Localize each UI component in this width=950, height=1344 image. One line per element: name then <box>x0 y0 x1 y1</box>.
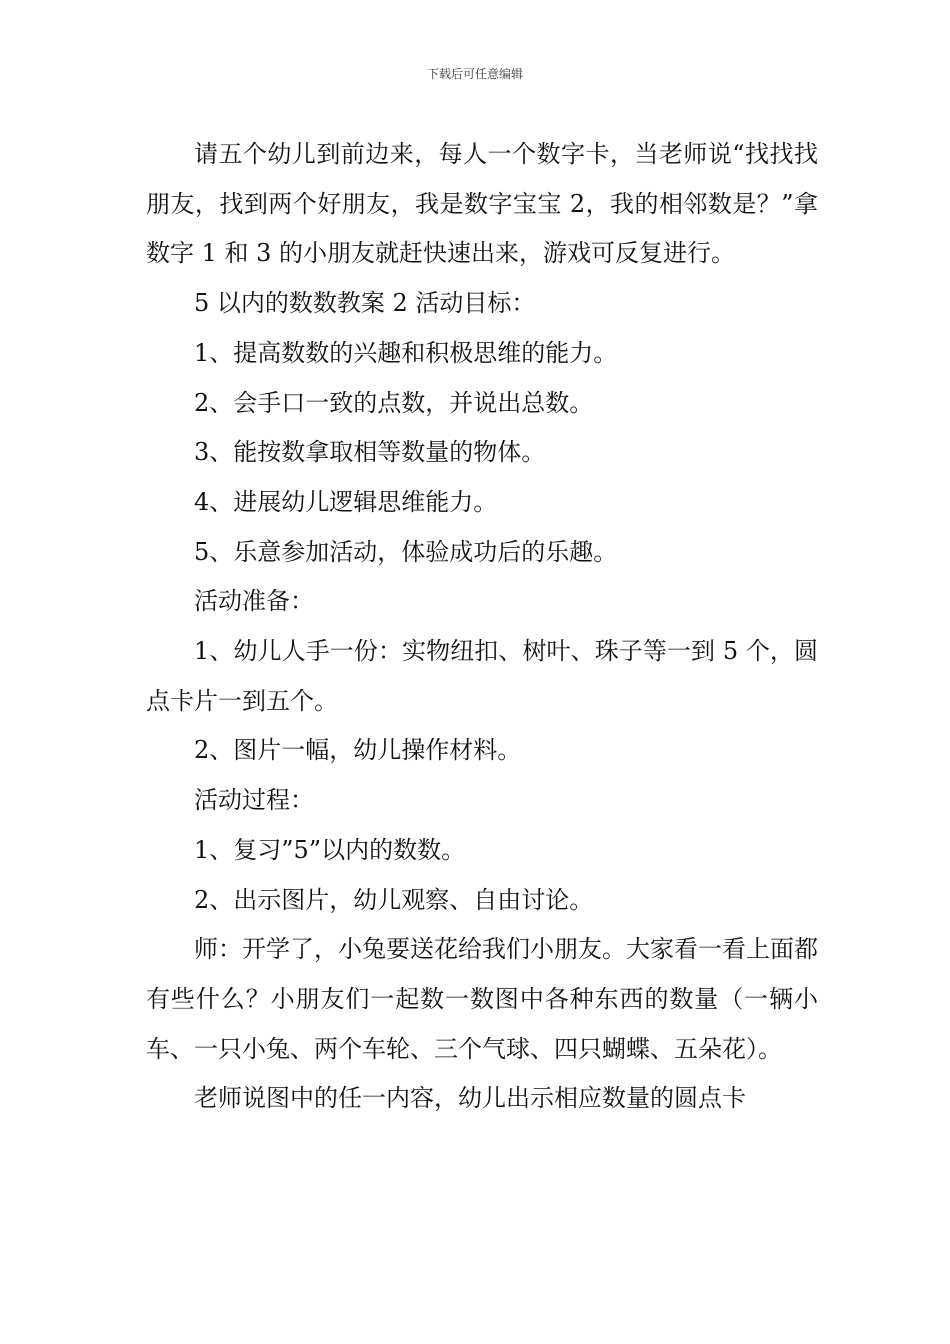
document-body <box>146 130 818 1124</box>
paragraph-goal-1: 1、提高数数的兴趣和积极思维的能力。 <box>194 338 618 367</box>
paragraph-preparation-2: 2、图片一幅，幼儿操作材料。 <box>194 736 522 765</box>
paragraph-process-1: 1、复习”5”以内的数数。 <box>194 835 466 864</box>
page-header-note: 下载后可任意编辑 <box>426 67 523 81</box>
paragraph-process-2: 2、出示图片，幼儿观察、自由讨论。 <box>194 885 594 914</box>
paragraph-goal-2: 2、会手口一致的点数，并说出总数。 <box>194 388 594 417</box>
paragraph-process-heading: 活动过程： <box>194 786 314 815</box>
paragraph-goal-4: 4、进展幼儿逻辑思维能力。 <box>194 487 498 516</box>
paragraph-preparation-heading: 活动准备： <box>194 587 314 616</box>
paragraph-goal-3: 3、能按数拿取相等数量的物体。 <box>194 438 546 467</box>
paragraph-game-instructions: 请五个幼儿到前边来，每人一个数字卡，当老师说“找找找朋友，找到两个好朋友，我是数字宝宝 2，我的相邻数是？”拿数字 1 和 3 的小朋友就赶快速出来，游戏可反复进行。 <box>146 140 818 268</box>
paragraph-teacher-instruction: 老师说图中的任一内容，幼儿出示相应数量的圆点卡 <box>194 1084 746 1113</box>
paragraph-goal-5: 5、乐意参加活动，体验成功后的乐趣。 <box>194 537 618 566</box>
paragraph-lesson-title: 5 以内的数数教案 2 活动目标： <box>194 289 536 318</box>
paragraph-preparation-1: 1、幼儿人手一份：实物纽扣、树叶、珠子等一到 5 个，圆点卡片一到五个。 <box>146 637 818 715</box>
paragraph-teacher-dialogue: 师：开学了，小兔要送花给我们小朋友。大家看一看上面都有些什么？小朋友们一起数一数图中各种东西的数量（一辆小车、一只小兔、两个车轮、三个气球、四只蝴蝶、五朵花）。 <box>146 935 818 1063</box>
